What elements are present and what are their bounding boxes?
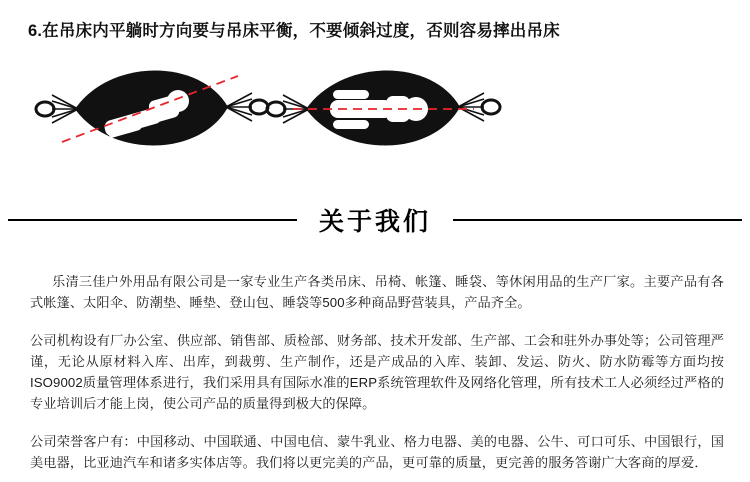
about-us-body bbox=[30, 258, 724, 473]
hammock-illustration bbox=[0, 52, 750, 162]
hammock-tilted-person-diagram bbox=[36, 70, 268, 145]
about-us-header bbox=[0, 198, 750, 242]
about-paragraph: 乐清三佳户外用品有限公司是一家专业生产各类吊床、吊椅、帐篷、睡袋、等休闲用品的生产厂家。主要产品有各式帐篷、太阳伞、防潮垫、睡垫、登山包、睡袋等500多种商品野营装具，产品齐全。 bbox=[30, 274, 724, 311]
divider-line-right bbox=[453, 219, 742, 221]
instruction-heading: 6.在吊床内平躺时方向要与吊床平衡，不要倾斜过度，否则容易摔出吊床 bbox=[28, 22, 560, 40]
about-paragraph: 公司荣誉客户有：中国移动、中国联通、中国电信、蒙牛乳业、格力电器、美的电器、公牛、可口可乐、中国银行，国美电器，比亚迪汽车和诸多实体店等。我们将以更完美的产品，更可靠的质量，更完善的服务答谢广大客商的厚爱． bbox=[30, 434, 724, 471]
about-paragraph: 公司机构设有厂办公室、供应部、销售部、质检部、财务部、技术开发部、生产部、工会和驻外办事处等；公司管理严谨，无论从原材料入库、出库，到裁剪、生产制作，还是产成品的入库、装卸、发运、防火、防水防霉等方面均按ISO9002质量管理体系进行，我们采用具有国际水准的ERP系统管理软件及网络化管理，所有技术工人必须经过严格的专业培训后才能上岗，使公司产品的质量得到极大的保障。 bbox=[30, 333, 724, 412]
section-title: 关于我们 bbox=[319, 208, 432, 236]
divider-line-left bbox=[8, 219, 297, 221]
hammock-balanced-person-diagram bbox=[267, 70, 500, 145]
